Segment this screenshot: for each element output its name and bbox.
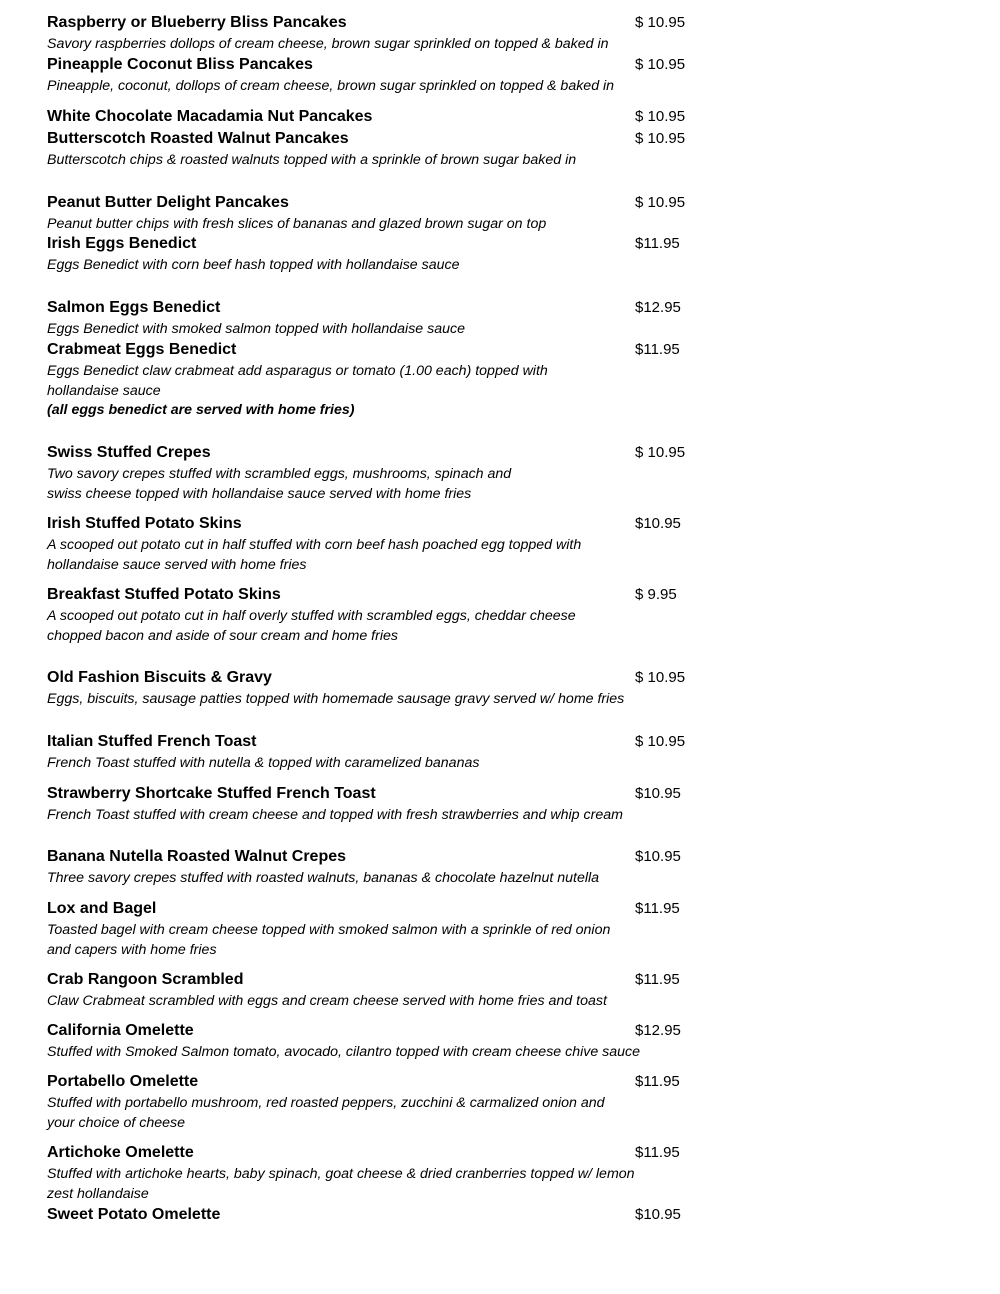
menu-item-price: $11.95 bbox=[635, 1144, 680, 1161]
menu-item-description: swiss cheese topped with hollandaise sauce served with home fries bbox=[47, 485, 472, 502]
menu-item-name: Swiss Stuffed Crepes bbox=[47, 444, 211, 461]
menu-item-description: Eggs, biscuits, sausage patties topped with homemade sausage gravy served w/ home fries bbox=[47, 691, 625, 707]
menu-item-description: chopped bacon and aside of sour cream and home fries bbox=[47, 627, 398, 644]
menu-item-name: California Omelette bbox=[47, 1022, 194, 1039]
menu-item-description: Eggs Benedict with smoked salmon topped with hollandaise sauce bbox=[47, 321, 465, 337]
menu-item-name: White Chocolate Macadamia Nut Pancakes bbox=[47, 108, 373, 125]
menu-item-description: Claw Crabmeat scrambled with eggs and cream cheese served with home fries and toast bbox=[47, 993, 607, 1009]
menu-item-price: $11.95 bbox=[635, 235, 680, 252]
menu-item-price: $11.95 bbox=[635, 900, 680, 917]
menu-item-name: Peanut Butter Delight Pancakes bbox=[47, 194, 289, 211]
menu-item-price: $ 10.95 bbox=[635, 14, 686, 31]
menu-item-name: Irish Eggs Benedict bbox=[47, 235, 197, 252]
menu-item-name: Sweet Potato Omelette bbox=[47, 1206, 221, 1223]
menu-item-name: Italian Stuffed French Toast bbox=[47, 733, 257, 750]
menu-item-description: Eggs Benedict claw crabmeat add asparagus or tomato (1.00 each) topped with bbox=[47, 363, 548, 379]
menu-item-price: $10.95 bbox=[635, 1206, 681, 1223]
menu-item-price: $ 10.95 bbox=[635, 733, 686, 750]
menu-item-description: Pineapple, coconut, dollops of cream cheese, brown sugar sprinkled on topped & baked in bbox=[47, 78, 615, 94]
menu-item-description: hollandaise sauce served with home fries bbox=[47, 556, 307, 573]
menu-item-description: A scooped out potato cut in half stuffed with corn beef hash poached egg topped with bbox=[47, 537, 582, 553]
menu-item-name: Pineapple Coconut Bliss Pancakes bbox=[47, 56, 313, 73]
menu-item-price: $ 10.95 bbox=[635, 56, 686, 73]
menu-item-price: $ 10.95 bbox=[635, 130, 686, 147]
menu-item-description: Three savory crepes stuffed with roasted walnuts, bananas & chocolate hazelnut nutella bbox=[47, 870, 600, 886]
menu-item-name: Breakfast Stuffed Potato Skins bbox=[47, 586, 281, 603]
menu-item-description: French Toast stuffed with cream cheese and topped with fresh strawberries and whip cream bbox=[47, 807, 623, 823]
menu-item-name: Old Fashion Biscuits & Gravy bbox=[47, 669, 272, 686]
menu-item-name: Irish Stuffed Potato Skins bbox=[47, 515, 242, 532]
menu-item-name: Artichoke Omelette bbox=[47, 1144, 194, 1161]
menu-item-note: (all eggs benedict are served with home fries) bbox=[47, 402, 355, 418]
menu-item-name: Strawberry Shortcake Stuffed French Toast bbox=[47, 785, 376, 802]
menu-item-price: $11.95 bbox=[635, 971, 680, 988]
menu-item-price: $12.95 bbox=[635, 1022, 681, 1039]
menu-item-name: Crabmeat Eggs Benedict bbox=[47, 341, 237, 358]
menu-item-name: Raspberry or Blueberry Bliss Pancakes bbox=[47, 14, 347, 31]
menu-item-price: $11.95 bbox=[635, 1073, 680, 1090]
menu-item-description: Eggs Benedict with corn beef hash topped with hollandaise sauce bbox=[47, 257, 460, 273]
menu-item-description: A scooped out potato cut in half overly stuffed with scrambled eggs, cheddar cheese bbox=[47, 608, 576, 624]
menu-item-price: $ 10.95 bbox=[635, 194, 686, 211]
menu-item-price: $10.95 bbox=[635, 848, 681, 865]
menu-item-price: $12.95 bbox=[635, 299, 681, 316]
menu-item-price: $ 10.95 bbox=[635, 669, 686, 686]
menu-item-description: Stuffed with artichoke hearts, baby spinach, goat cheese & dried cranberries topped w/ lemon bbox=[47, 1166, 635, 1182]
menu-item-description: your choice of cheese bbox=[47, 1114, 186, 1131]
menu-item-price: $10.95 bbox=[635, 785, 681, 802]
menu-item-name: Butterscotch Roasted Walnut Pancakes bbox=[47, 130, 349, 147]
menu-item-price: $11.95 bbox=[635, 341, 680, 358]
menu-item-description: Toasted bagel with cream cheese topped with smoked salmon with a sprinkle of red onion bbox=[47, 922, 611, 938]
menu-item-description: Butterscotch chips & roasted walnuts topped with a sprinkle of brown sugar baked in bbox=[47, 152, 577, 168]
menu-item-price: $10.95 bbox=[635, 515, 681, 532]
menu-item-description: hollandaise sauce bbox=[47, 382, 161, 399]
menu-item-name: Lox and Bagel bbox=[47, 900, 157, 917]
menu-item-description: and capers with home fries bbox=[47, 941, 217, 958]
menu-item-price: $ 9.95 bbox=[635, 586, 677, 603]
menu-item-description: Two savory crepes stuffed with scrambled eggs, mushrooms, spinach and bbox=[47, 466, 512, 482]
menu-item-price: $ 10.95 bbox=[635, 444, 686, 461]
menu-item-description: French Toast stuffed with nutella & topped with caramelized bananas bbox=[47, 755, 480, 771]
menu-item-name: Banana Nutella Roasted Walnut Crepes bbox=[47, 848, 347, 865]
menu-item-price: $ 10.95 bbox=[635, 108, 686, 125]
menu-item-description: zest hollandaise bbox=[47, 1185, 149, 1202]
menu-item-description: Stuffed with portabello mushroom, red roasted peppers, zucchini & carmalized onion and bbox=[47, 1095, 605, 1111]
menu-item-name: Portabello Omelette bbox=[47, 1073, 199, 1090]
menu-item-description: Stuffed with Smoked Salmon tomato, avocado, cilantro topped with cream cheese chive sauce bbox=[47, 1044, 641, 1060]
menu-item-name: Crab Rangoon Scrambled bbox=[47, 971, 244, 988]
menu-item-name: Salmon Eggs Benedict bbox=[47, 299, 221, 316]
menu-item-description: Savory raspberries dollops of cream cheese, brown sugar sprinkled on topped & baked in bbox=[47, 36, 609, 52]
menu-item-description: Peanut butter chips with fresh slices of bananas and glazed brown sugar on top bbox=[47, 216, 547, 232]
